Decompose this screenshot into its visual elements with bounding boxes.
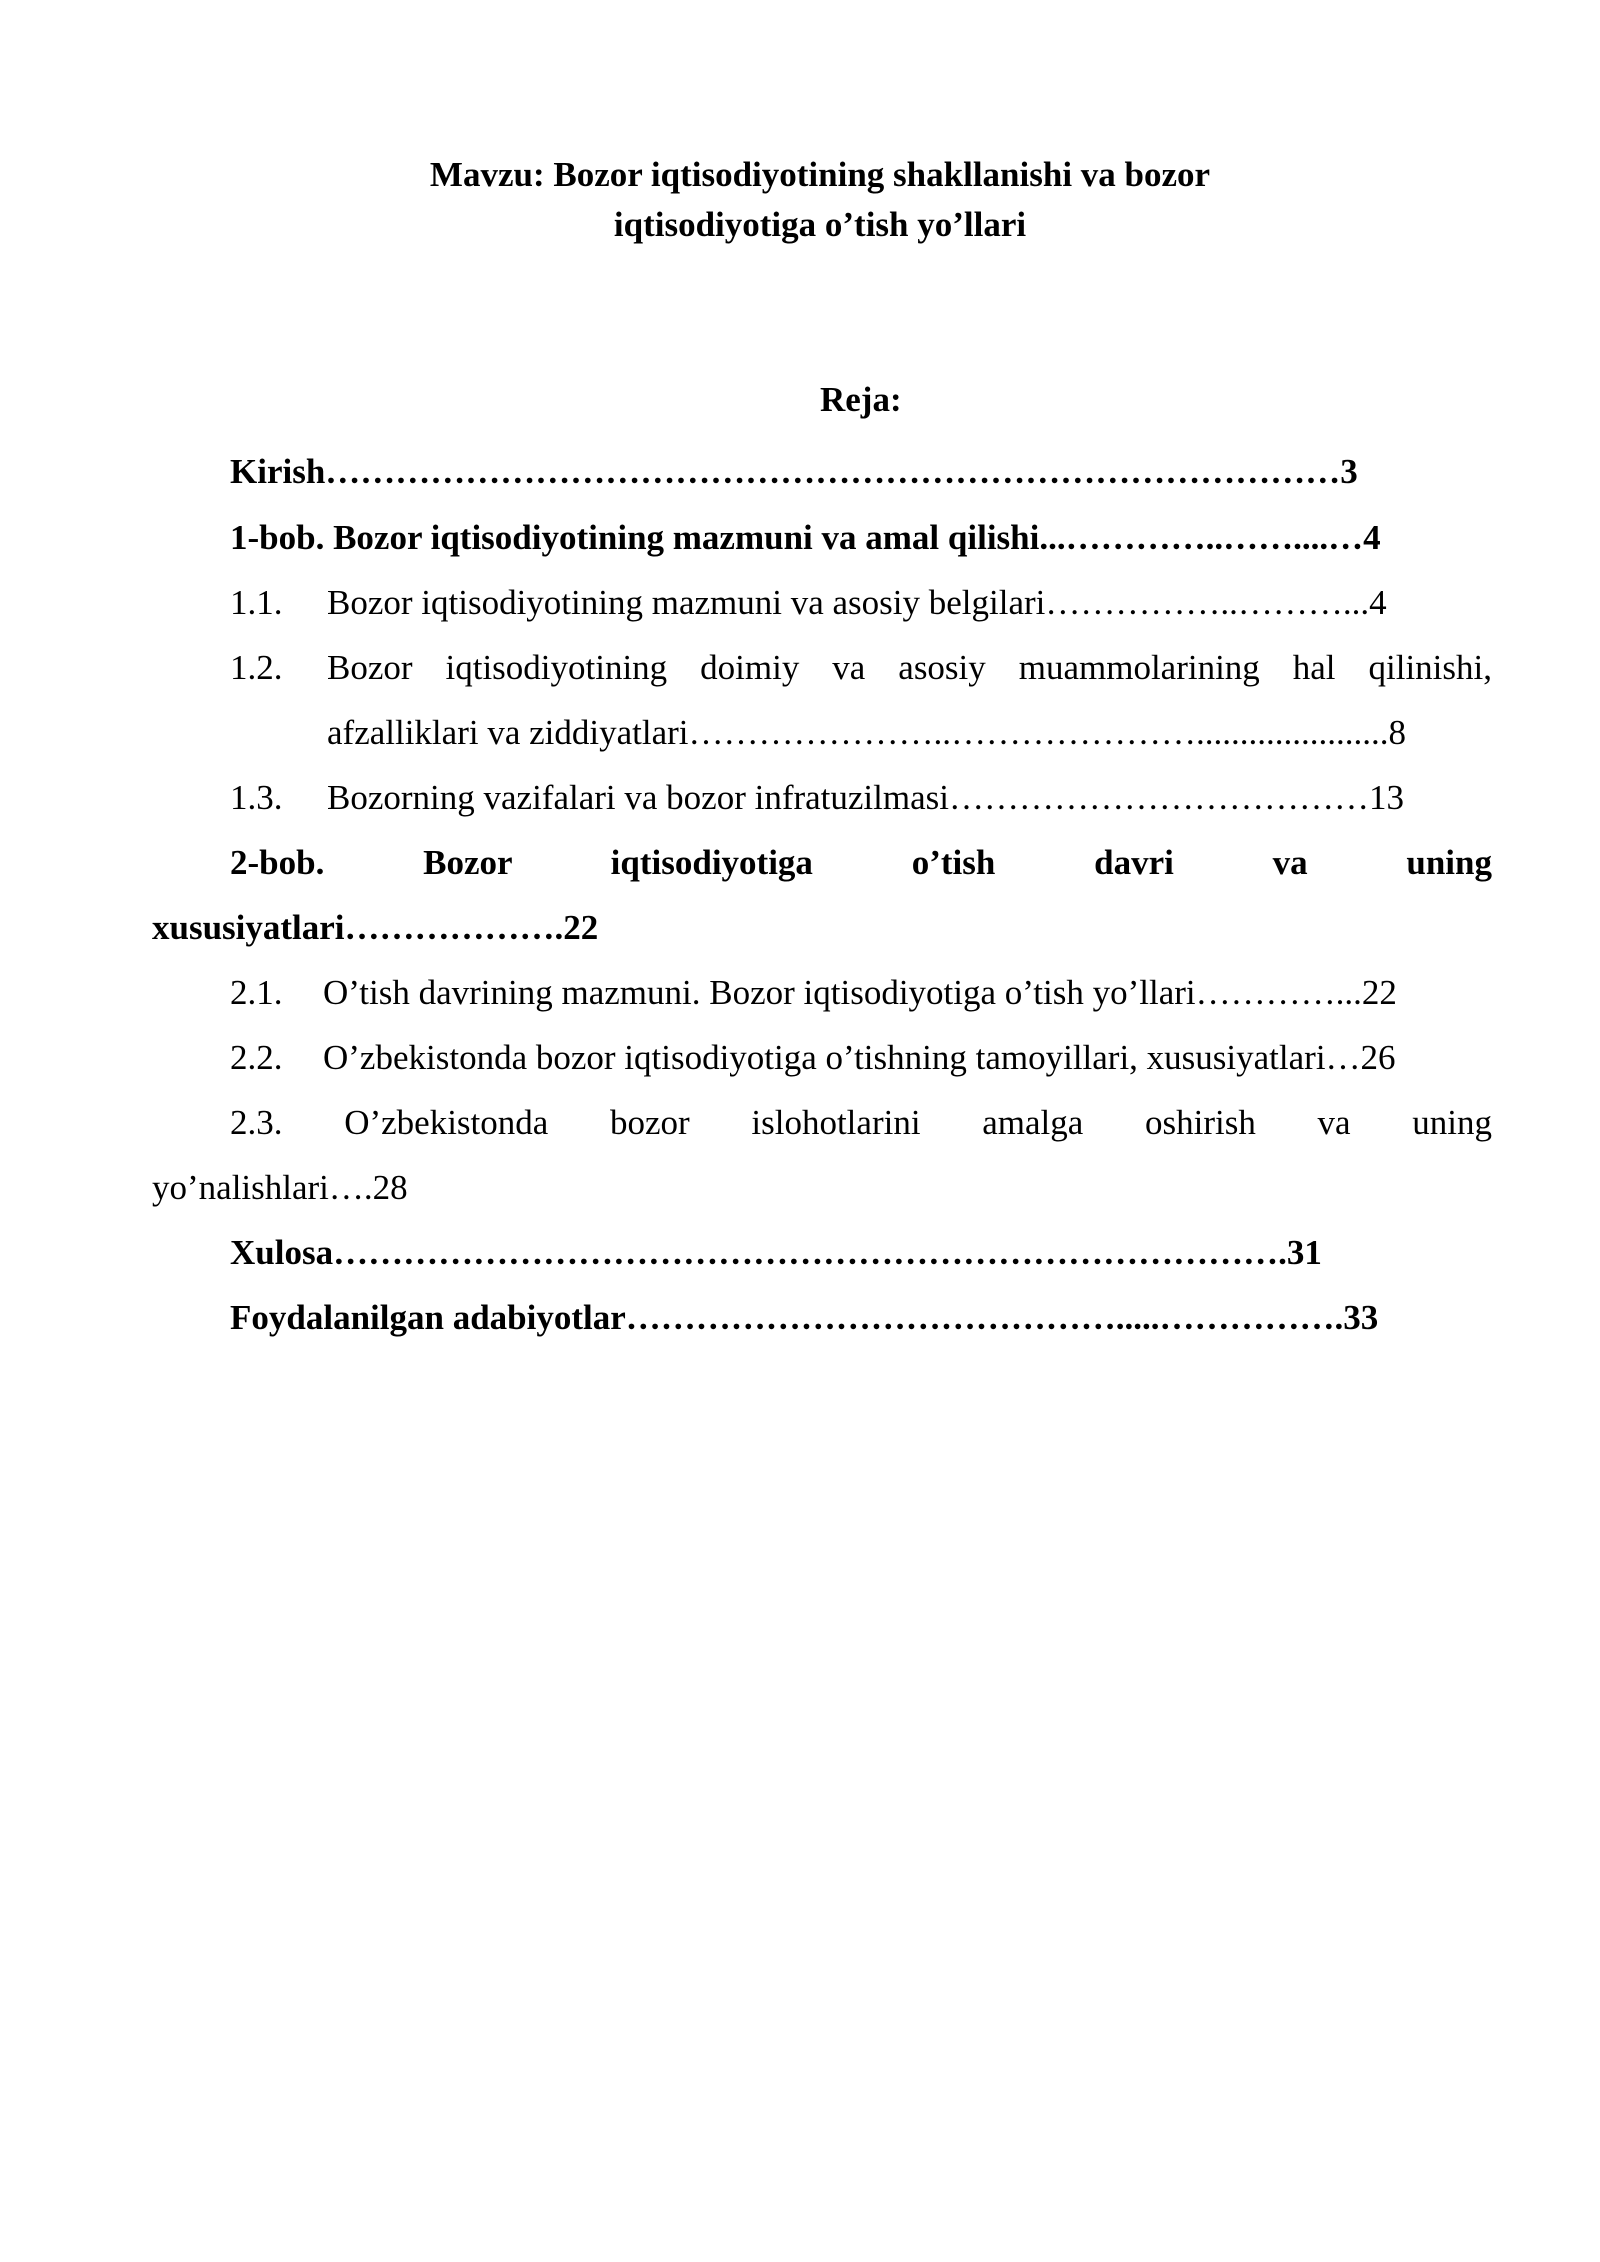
toc-entry-2-3-line-2: yo’nalishlari….28 xyxy=(152,1168,408,1207)
toc-entry-chapter-1: 1-bob. Bozor iqtisodiyotining mazmuni va amal qilishi...…………..……....…4 xyxy=(230,518,1381,557)
toc-entry-2-2-number: 2.2. xyxy=(230,1038,283,1077)
toc-entry-1-1-text: Bozor iqtisodiyotining mazmuni va asosiy belgilari……………..………...4 xyxy=(327,583,1387,622)
toc-entry-1-2-text-line-1: Bozor iqtisodiyotining doimiy va asosiy muammolarining hal qilinishi, xyxy=(327,648,1492,687)
toc-entry-2-1-number: 2.1. xyxy=(230,973,283,1012)
toc-entry-1-2-number: 1.2. xyxy=(230,648,283,687)
toc-entry-1-2-text-line-2: afzalliklari va ziddiyatlari…………………..…………………......................8 xyxy=(327,713,1406,752)
toc-entry-chapter-2-line-2: xususiyatlari……………….22 xyxy=(152,908,599,947)
plan-heading: Reja: xyxy=(820,380,902,419)
title-line-2: iqtisodiyotiga o’tish yo’llari xyxy=(613,205,1027,244)
toc-entry-1-3-number: 1.3. xyxy=(230,778,283,817)
toc-entry-kirish: Kirish……………………………………………………………………………3 xyxy=(230,452,1358,491)
toc-entry-xulosa: Xulosa……………………………………………………………………….31 xyxy=(230,1233,1322,1272)
toc-entry-chapter-2-line-1: 2-bob. Bozor iqtisodiyotiga o’tish davri va uning xyxy=(230,843,1492,882)
toc-entry-1-3-text: Bozorning vazifalari va bozor infratuzilmasi………………………………13 xyxy=(327,778,1404,817)
toc-entry-1-1-number: 1.1. xyxy=(230,583,283,622)
title-line-1: Mavzu: Bozor iqtisodiyotining shakllanishi va bozor xyxy=(429,155,1211,194)
toc-entry-2-3-line-1: 2.3. O’zbekistonda bozor islohotlarini amalga oshirish va uning xyxy=(230,1103,1492,1142)
document-title xyxy=(0,150,1600,250)
toc-entry-2-1-text: O’tish davrining mazmuni. Bozor iqtisodiyotiga o’tish yo’llari…………...22 xyxy=(323,973,1397,1012)
toc-entry-2-2-text: O’zbekistonda bozor iqtisodiyotiga o’tishning tamoyillari, xususiyatlari…26 xyxy=(323,1038,1396,1077)
toc-entry-adabiyotlar: Foydalanilgan adabiyotlar…………………………………….....…………….33 xyxy=(230,1298,1379,1337)
